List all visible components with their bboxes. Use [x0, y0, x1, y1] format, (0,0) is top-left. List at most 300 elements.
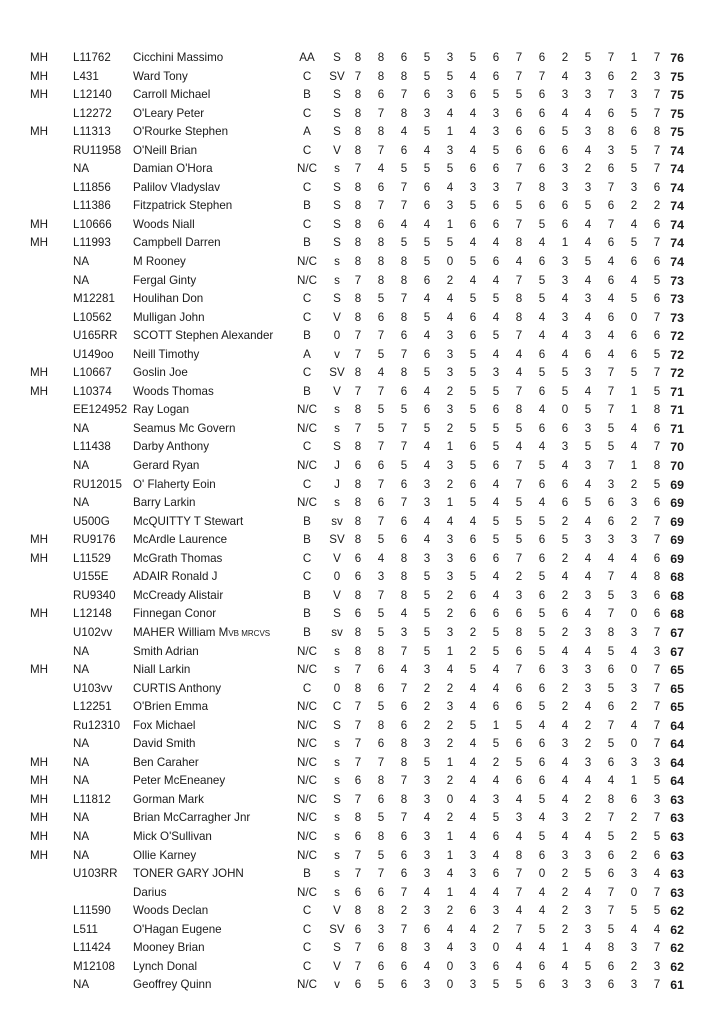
total-cell: 64	[670, 774, 684, 789]
name-text: O'Rourke Stephen	[133, 125, 229, 139]
name-text: Barry Larkin	[133, 496, 196, 510]
score-cell: 2	[561, 588, 569, 602]
score-cell: 6	[492, 700, 500, 714]
grade-cell: C	[302, 941, 312, 955]
score-cell: 4	[584, 644, 592, 658]
score-cell: 2	[446, 774, 454, 788]
score-cell: 4	[469, 774, 477, 788]
score-cell: 6	[423, 199, 431, 213]
score-cell: 5	[538, 570, 546, 584]
licence-cell: EE124952	[73, 403, 128, 417]
score-cell: 4	[630, 217, 638, 231]
score-cell: 5	[515, 421, 523, 435]
score-cell: 7	[354, 421, 362, 435]
table-row	[0, 272, 724, 291]
score-cell: 6	[492, 199, 500, 213]
score-cell: 6	[607, 867, 615, 881]
score-cell: 5	[607, 681, 615, 695]
club-cell: MH	[30, 88, 49, 102]
score-cell: 7	[515, 273, 523, 287]
licence-cell: NA	[73, 255, 90, 269]
score-cell: 6	[377, 180, 385, 194]
grade-cell: N/C	[297, 848, 317, 862]
score-cell: 4	[469, 681, 477, 695]
score-cell: 2	[446, 421, 454, 435]
category-cell: S	[333, 199, 341, 213]
total-cell: 70	[670, 440, 684, 455]
name-text: Peter McEneaney	[133, 774, 226, 788]
score-cell: 3	[469, 959, 477, 973]
score-cell: 6	[515, 700, 523, 714]
score-cell: 6	[423, 273, 431, 287]
licence-cell: L11993	[73, 236, 111, 250]
total-cell: 69	[670, 514, 684, 529]
name-suffix: VB MRCVS	[228, 628, 271, 638]
score-cell: 6	[469, 533, 477, 547]
score-cell: 3	[423, 477, 431, 491]
score-cell: 4	[446, 310, 454, 324]
score-cell: 5	[377, 700, 385, 714]
score-cell: 6	[538, 774, 546, 788]
name-cell	[133, 680, 221, 699]
score-cell: 4	[492, 477, 500, 491]
name-text: Houlihan Don	[133, 292, 204, 306]
total-cell: 64	[670, 737, 684, 752]
name-text: Ollie Karney	[133, 848, 197, 862]
score-cell: 4	[561, 829, 569, 843]
score-cell: 4	[515, 829, 523, 843]
score-cell: 5	[630, 236, 638, 250]
score-cell: 5	[607, 829, 615, 843]
score-cell: 7	[515, 663, 523, 677]
score-cell: 5	[423, 644, 431, 658]
score-cell: 5	[561, 384, 569, 398]
score-cell: 4	[561, 292, 569, 306]
table-row	[0, 680, 724, 699]
score-cell: 6	[607, 700, 615, 714]
total-cell: 74	[670, 217, 684, 232]
score-cell: 7	[607, 811, 615, 825]
club-cell: MH	[30, 384, 49, 398]
licence-cell: L11762	[73, 51, 111, 64]
score-cell: 4	[607, 255, 615, 269]
score-cell: 4	[423, 440, 431, 454]
score-cell: 6	[538, 143, 546, 157]
grade-cell: N/C	[297, 255, 317, 269]
score-cell: 5	[561, 125, 569, 139]
score-cell: 2	[492, 922, 500, 936]
score-cell: 6	[492, 829, 500, 843]
score-cell: 2	[423, 681, 431, 695]
name-cell	[133, 142, 197, 161]
score-cell: 7	[607, 885, 615, 899]
total-cell: 64	[670, 755, 684, 770]
score-cell: 7	[377, 143, 385, 157]
score-cell: 4	[561, 347, 569, 361]
score-cell: 6	[423, 347, 431, 361]
score-cell: 6	[492, 162, 500, 176]
score-cell: 3	[584, 459, 592, 473]
table-row	[0, 160, 724, 179]
score-cell: 4	[584, 551, 592, 565]
score-cell: 8	[515, 236, 523, 250]
score-cell: 5	[653, 347, 661, 361]
total-cell: 69	[670, 496, 684, 511]
score-cell: 5	[538, 644, 546, 658]
score-cell: 4	[469, 143, 477, 157]
score-cell: 3	[446, 366, 454, 380]
table-row	[0, 105, 724, 124]
name-text: CURTIS Anthony	[133, 681, 222, 695]
grade-cell: B	[303, 588, 311, 602]
name-cell	[133, 476, 216, 495]
score-cell: 3	[423, 848, 431, 862]
score-cell: 7	[377, 384, 385, 398]
score-cell: 6	[607, 978, 615, 992]
score-cell: 6	[515, 607, 523, 621]
score-cell: 5	[653, 477, 661, 491]
name-cell	[133, 921, 222, 940]
score-cell: 4	[584, 607, 592, 621]
table-row	[0, 976, 724, 995]
score-cell: 6	[653, 421, 661, 435]
score-cell: 5	[515, 978, 523, 992]
total-cell: 63	[670, 811, 684, 826]
score-cell: 5	[630, 143, 638, 157]
score-cell: 7	[653, 811, 661, 825]
club-cell: MH	[30, 792, 49, 806]
score-cell: 1	[446, 829, 454, 843]
name-cell	[133, 309, 205, 328]
score-cell: 7	[377, 199, 385, 213]
score-cell: 3	[584, 755, 592, 769]
score-cell: 8	[515, 310, 523, 324]
score-cell: 7	[400, 199, 408, 213]
score-cell: 1	[492, 718, 500, 732]
score-cell: 5	[423, 69, 431, 83]
total-cell: 64	[670, 718, 684, 733]
score-cell: 3	[584, 366, 592, 380]
category-cell: s	[334, 644, 340, 658]
table-row	[0, 457, 724, 476]
name-cell	[133, 550, 222, 569]
score-cell: 4	[423, 329, 431, 343]
score-cell: 5	[400, 403, 408, 417]
score-cell: 7	[400, 496, 408, 510]
score-cell: 5	[446, 236, 454, 250]
score-cell: 6	[423, 922, 431, 936]
score-cell: 5	[492, 533, 500, 547]
name-cell	[133, 958, 197, 977]
score-cell: 5	[377, 292, 385, 306]
table-row	[0, 902, 724, 921]
score-cell: 4	[630, 421, 638, 435]
licence-cell: L10562	[73, 310, 112, 324]
score-cell: 6	[561, 607, 569, 621]
score-cell: 2	[561, 885, 569, 899]
name-cell	[133, 587, 223, 606]
score-cell: 4	[423, 533, 431, 547]
score-cell: 5	[630, 162, 638, 176]
score-cell: 4	[515, 959, 523, 973]
licence-cell: U103vv	[73, 681, 113, 695]
score-cell: 7	[607, 459, 615, 473]
licence-cell: L12251	[73, 700, 112, 714]
score-cell: 3	[561, 162, 569, 176]
score-cell: 3	[561, 440, 569, 454]
score-cell: 0	[446, 959, 454, 973]
score-cell: 3	[423, 774, 431, 788]
score-cell: 3	[561, 255, 569, 269]
grade-cell: N/C	[297, 162, 317, 176]
score-cell: 0	[630, 607, 638, 621]
score-cell: 4	[630, 718, 638, 732]
score-cell: 5	[561, 366, 569, 380]
licence-cell: L11856	[73, 180, 111, 194]
table-row	[0, 513, 724, 532]
grade-cell: C	[302, 180, 312, 194]
score-cell: 6	[538, 347, 546, 361]
category-cell: s	[334, 848, 340, 862]
licence-cell: NA	[73, 978, 90, 992]
score-cell: 6	[400, 829, 408, 843]
score-cell: 3	[469, 867, 477, 881]
score-cell: 7	[377, 106, 385, 120]
score-cell: 6	[492, 403, 500, 417]
score-cell: 3	[584, 88, 592, 102]
score-cell: 3	[584, 533, 592, 547]
score-cell: 6	[538, 421, 546, 435]
category-cell: S	[333, 440, 341, 454]
score-cell: 1	[446, 496, 454, 510]
score-cell: 5	[377, 978, 385, 992]
name-cell	[133, 327, 273, 346]
score-cell: 8	[354, 477, 362, 491]
results-table	[0, 49, 724, 995]
score-cell: 5	[584, 496, 592, 510]
score-cell: 5	[400, 459, 408, 473]
score-cell: 4	[492, 774, 500, 788]
score-cell: 3	[423, 737, 431, 751]
table-row	[0, 939, 724, 958]
score-cell: 5	[607, 644, 615, 658]
score-cell: 3	[561, 737, 569, 751]
score-cell: 5	[423, 236, 431, 250]
score-cell: 2	[446, 718, 454, 732]
score-cell: 2	[446, 588, 454, 602]
score-cell: 4	[561, 718, 569, 732]
grade-cell: C	[302, 292, 312, 306]
score-cell: 0	[446, 255, 454, 269]
name-cell	[133, 865, 244, 884]
category-cell: s	[334, 829, 340, 843]
grade-cell: N/C	[297, 459, 317, 473]
table-row	[0, 587, 724, 606]
name-text: O' Flaherty Eoin	[133, 477, 216, 491]
score-cell: 4	[584, 273, 592, 287]
score-cell: 2	[630, 514, 638, 528]
category-cell: SV	[329, 922, 345, 936]
score-cell: 4	[630, 570, 638, 584]
score-cell: 7	[653, 718, 661, 732]
score-cell: 8	[354, 106, 362, 120]
score-cell: 4	[561, 459, 569, 473]
table-row	[0, 698, 724, 717]
score-cell: 8	[400, 570, 408, 584]
name-text: Niall Larkin	[133, 663, 191, 677]
score-cell: 3	[446, 329, 454, 343]
club-cell: MH	[30, 366, 49, 380]
score-cell: 3	[584, 625, 592, 639]
score-cell: 5	[538, 625, 546, 639]
total-cell: 74	[670, 162, 684, 177]
score-cell: 0	[446, 792, 454, 806]
licence-cell: L11438	[73, 440, 111, 454]
name-cell	[133, 457, 199, 476]
score-cell: 2	[446, 477, 454, 491]
score-cell: 5	[607, 922, 615, 936]
score-cell: 4	[515, 366, 523, 380]
score-cell: 6	[377, 885, 385, 899]
score-cell: 7	[400, 922, 408, 936]
total-cell: 69	[670, 551, 684, 566]
score-cell: 8	[653, 459, 661, 473]
name-cell	[133, 234, 221, 253]
score-cell: 6	[423, 180, 431, 194]
score-cell: 6	[538, 533, 546, 547]
table-row	[0, 438, 724, 457]
score-cell: 4	[469, 792, 477, 806]
score-cell: 2	[469, 644, 477, 658]
grade-cell: N/C	[297, 737, 317, 751]
score-cell: 3	[446, 88, 454, 102]
score-cell: 4	[538, 718, 546, 732]
total-cell: 75	[670, 125, 684, 140]
score-cell: 8	[354, 143, 362, 157]
score-cell: 4	[538, 941, 546, 955]
name-cell	[133, 828, 212, 847]
score-cell: 7	[653, 366, 661, 380]
score-cell: 5	[423, 125, 431, 139]
name-text: Brian McCarragher Jnr	[133, 811, 251, 825]
score-cell: 6	[469, 607, 477, 621]
licence-cell: NA	[73, 811, 90, 825]
score-cell: 8	[400, 106, 408, 120]
score-cell: 3	[561, 310, 569, 324]
total-cell: 65	[670, 663, 684, 678]
name-text: Neill Timothy	[133, 347, 200, 361]
score-cell: 7	[515, 162, 523, 176]
score-cell: 8	[400, 755, 408, 769]
score-cell: 8	[354, 904, 362, 918]
table-row	[0, 142, 724, 161]
name-cell	[133, 698, 208, 717]
score-cell: 6	[515, 681, 523, 695]
name-cell	[133, 179, 220, 198]
name-text: Woods Niall	[133, 217, 195, 231]
score-cell: 5	[515, 88, 523, 102]
score-cell: 4	[584, 774, 592, 788]
score-cell: 6	[423, 88, 431, 102]
total-cell: 70	[670, 459, 684, 474]
score-cell: 4	[630, 922, 638, 936]
name-text: Lynch Donal	[133, 959, 198, 973]
score-cell: 7	[354, 162, 362, 176]
score-cell: 7	[607, 384, 615, 398]
score-cell: 2	[446, 737, 454, 751]
score-cell: 7	[653, 533, 661, 547]
score-cell: 3	[561, 978, 569, 992]
score-cell: 4	[538, 310, 546, 324]
licence-cell: L11812	[73, 792, 111, 806]
category-cell: V	[333, 904, 341, 918]
table-row	[0, 754, 724, 773]
score-cell: 6	[469, 217, 477, 231]
name-text: Woods Declan	[133, 904, 209, 918]
licence-cell: NA	[73, 496, 90, 510]
score-cell: 6	[538, 737, 546, 751]
total-cell: 62	[670, 904, 684, 919]
grade-cell: C	[302, 310, 312, 324]
name-cell	[133, 123, 228, 142]
score-cell: 4	[400, 217, 408, 231]
score-cell: 4	[423, 959, 431, 973]
score-cell: 2	[561, 51, 569, 64]
score-cell: 7	[354, 792, 362, 806]
score-cell: 8	[354, 310, 362, 324]
licence-cell: U165RR	[73, 329, 118, 343]
score-cell: 7	[515, 217, 523, 231]
score-cell: 3	[469, 180, 477, 194]
score-cell: 4	[584, 384, 592, 398]
score-cell: 0	[446, 978, 454, 992]
score-cell: 8	[607, 941, 615, 955]
name-cell	[133, 105, 204, 124]
score-cell: 4	[584, 514, 592, 528]
grade-cell: N/C	[297, 644, 317, 658]
score-cell: 8	[354, 217, 362, 231]
score-cell: 7	[653, 885, 661, 899]
score-cell: 4	[584, 310, 592, 324]
name-cell	[133, 49, 223, 68]
score-cell: 4	[515, 904, 523, 918]
name-cell	[133, 976, 211, 995]
score-cell: 6	[492, 607, 500, 621]
score-cell: 7	[607, 88, 615, 102]
score-cell: 3	[423, 978, 431, 992]
score-cell: 5	[423, 588, 431, 602]
category-cell: s	[334, 663, 340, 677]
category-cell: S	[333, 292, 341, 306]
score-cell: 5	[469, 496, 477, 510]
score-cell: 7	[515, 180, 523, 194]
name-cell	[133, 86, 210, 105]
score-cell: 5	[423, 625, 431, 639]
score-cell: 5	[607, 588, 615, 602]
table-row	[0, 809, 724, 828]
name-text: Darby Anthony	[133, 440, 210, 454]
score-cell: 5	[469, 459, 477, 473]
score-cell: 6	[354, 922, 362, 936]
score-cell: 7	[607, 607, 615, 621]
score-cell: 8	[354, 51, 362, 64]
score-cell: 7	[354, 347, 362, 361]
score-cell: 2	[400, 904, 408, 918]
score-cell: 5	[584, 403, 592, 417]
score-cell: 8	[377, 236, 385, 250]
score-cell: 4	[469, 811, 477, 825]
grade-cell: A	[303, 125, 311, 139]
